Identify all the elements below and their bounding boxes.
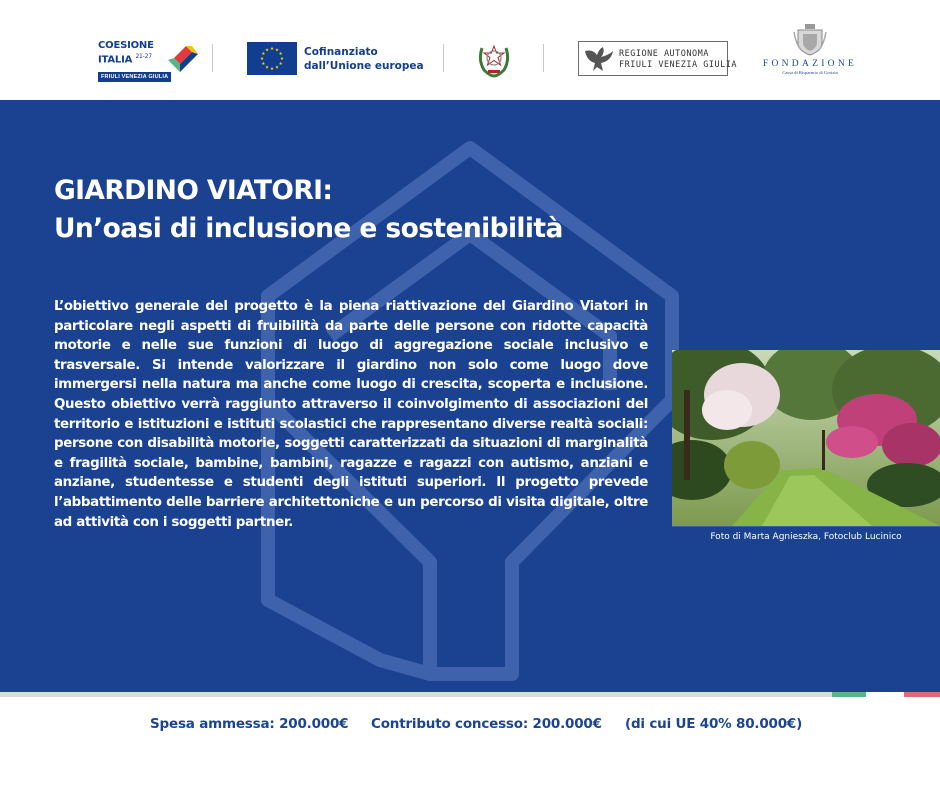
eu-star-icon [265,65,268,68]
eu-line1: Cofinanziato [304,46,378,58]
fvg-region-logo [578,41,737,76]
eu-flag-icon [247,42,297,75]
logo-separator [543,44,544,72]
contributo-concesso: Contributo concesso: 200.000€ [371,716,602,732]
fvg-line1: REGIONE AUTONOMA [619,49,709,59]
title-line2: Un’oasi di inclusione e sostenibilità [54,213,563,244]
italian-emblem-icon [476,40,512,78]
eu-star-icon [270,47,273,50]
spesa-ammessa: Spesa ammessa: 200.000€ [150,716,349,732]
italian-flag-white [866,692,904,697]
logo-separator [212,44,213,72]
eu-star-icon [280,57,283,60]
fondazione-logo [756,24,864,80]
garden-photo [672,350,940,526]
funding-footer [0,716,940,740]
bottom-divider [0,692,940,697]
eu-star-icon [265,48,268,51]
coesione-italia-logo [98,40,202,81]
coesione-italia-text: ITALIA [98,54,133,66]
eu-cofinanced-logo [247,42,424,76]
eu-star-icon [275,65,278,68]
photo-caption-bar [672,526,940,549]
coesione-region: FRIULI VENEZIA GIULIA [98,72,171,82]
project-description: L’obiettivo generale del progetto è la piena riattivazione del Giardino Viatori in particolare negli aspetti di fruibilità da parte delle persone con ridotte capacità motorie e nelle sue funzioni di luogo di aggregazione sociale inclusivo e trasversale. Si intende valorizzare il giardino non solo come luogo dove immergersi nella natura ma anche come luogo di crescita, scoperta e inclusione. Questo obiettivo verrà raggiunto attraverso il coinvolgimento di associazioni del territorio e istituzioni e istituti scolastici che rappresentano diverse realtà sociali: persone con disabilità motorie, soggetti caratterizzati da situazioni di marginalità e fragilità sociale, bambine, bambini, ragazze e ragazzi con autismo, anziani e anziane, studentesse e studenti degli istituti superiori. Il progetto prevede l’abbattimento delle barriere architettoniche e un percorso di visita digitale, oltre ad attività con i soggetti partner. [54,299,648,530]
eu-star-icon [279,52,282,55]
eu-star-icon [279,62,282,65]
eu-star-icon [262,52,265,55]
logo-separator [443,44,444,72]
crest-icon [793,24,827,56]
coesione-line1: COESIONE [98,40,154,51]
eu-line2: dall’Unione europea [304,60,424,72]
eu-star-icon [260,57,263,60]
fondazione-line2: Cassa di Risparmio di Gorizia [782,70,838,75]
eagle-icon [583,45,615,73]
italian-flag-red [904,692,940,697]
title-line1: GIARDINO VIATORI: [54,175,333,206]
quota-ue: (di cui UE 40% 80.000€) [625,716,803,732]
fvg-line2: FRIULI VENEZIA GIULIA [619,60,737,70]
eu-star-icon [262,62,265,65]
header-logos [0,0,940,100]
coesione-years: 21-27 [135,53,152,60]
eu-star-icon [275,48,278,51]
fondazione-line1: FONDAZIONE [762,59,858,69]
eu-star-icon [270,67,273,70]
coesione-mark-icon [166,42,200,76]
italian-flag-green [832,692,866,697]
main-panel [0,100,940,692]
photo-caption: Foto di Marta Agnieszka, Fotoclub Lucinico [710,532,902,542]
page-title [54,172,563,248]
